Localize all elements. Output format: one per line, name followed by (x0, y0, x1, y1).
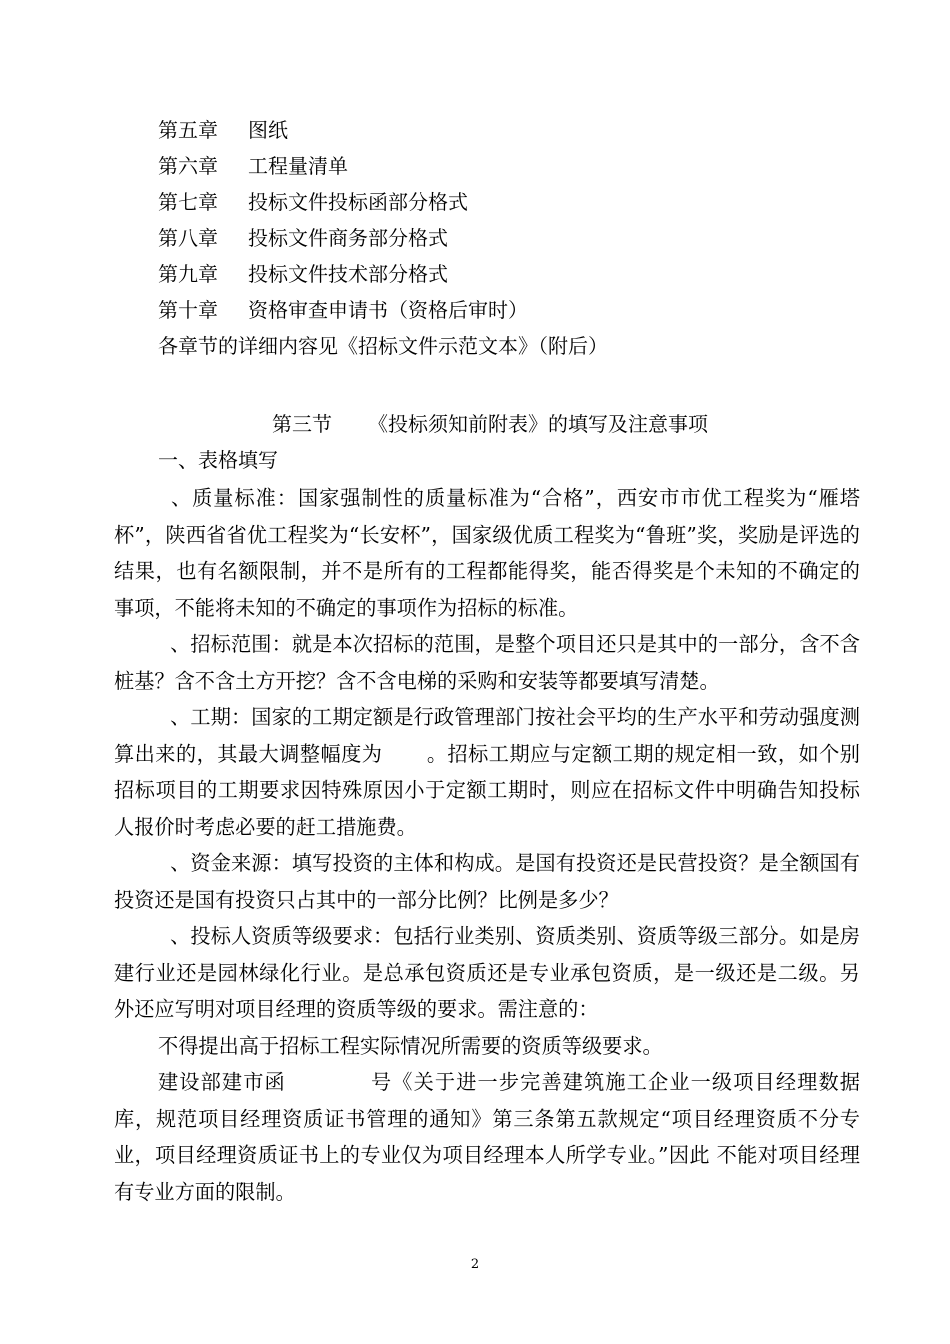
body-text (114, 480, 860, 1210)
paragraph-quality (114, 480, 860, 626)
chapter-title: 投标文件技术部分格式 (248, 262, 448, 286)
chapter-number: 第五章 (158, 118, 218, 142)
paragraph-text: 不得提出高于招标工程实际情况所需要的资质等级要求。 (158, 1033, 663, 1058)
page-number: 2 (470, 1257, 480, 1272)
subheading: 一、表格填写 (158, 448, 278, 472)
section-heading (272, 406, 708, 442)
section-label: 第三节 (272, 412, 332, 436)
paragraph-text: 号《关于进一步完善建筑施工企业一级项目经理数据库，规范项目经理资质证书管理的通知》第三条第五款规定“项目经理资质不分专业，项目经理资质证书上的专业仅为项目经理本人所学专业。”因此 不能对项目经理有专业方面的限制。 (114, 1070, 860, 1204)
section-title-text: 《投标须知前附表》的填写及注意事项 (368, 412, 708, 436)
paragraph-scope (114, 626, 860, 699)
paragraph-text: 、投标人资质等级要求：包括行业类别、资质类别、资质等级三部分。如是房建行业还是园林绿化行业。是总承包资质还是专业承包资质，是一级还是二级。另外还应写明对项目经理的资质等级的要求。需注意的： (114, 924, 860, 1021)
paragraph-text: 。招标工期应与定额工期的规定相一致，如个别招标项目的工期要求因特殊原因小于定额工期时，则应在招标文件中明确告知投标人报价时考虑必要的赶工措施费。 (114, 741, 860, 839)
paragraph-qualification (114, 918, 860, 1028)
chapter-note: 各章节的详细内容见《招标文件示范文本》（附后） (158, 334, 608, 358)
paragraph-text: 、资金来源：填写投资的主体和构成。是国有投资还是民营投资？是全额国有投资还是国有投资只占其中的一部分比例？比例是多少？ (114, 851, 860, 912)
chapter-title: 工程量清单 (248, 154, 348, 178)
chapter-item (158, 184, 858, 220)
chapter-item (158, 256, 858, 292)
chapter-number: 第九章 (158, 262, 218, 286)
chapter-item (158, 112, 858, 148)
chapter-item (158, 220, 858, 256)
chapter-title: 投标文件投标函部分格式 (248, 190, 468, 214)
paragraph-text: 、质量标准：国家强制性的质量标准为“合格”，西安市市优工程奖为“雁塔杯”，陕西省省优工程奖为“长安杯”，国家级优质工程奖为“鲁班”奖，奖励是评选的结果，也有名额限制，并不是所有的工程都能得奖，能否得奖是个未知的不确定的事项，不能将未知的不确定的事项作为招标的标准。 (114, 486, 860, 620)
paragraph-ministry (114, 1064, 860, 1210)
chapter-number: 第八章 (158, 226, 218, 250)
chapter-title: 投标文件商务部分格式 (248, 226, 448, 250)
paragraph-funding (114, 845, 860, 918)
chapter-number: 第六章 (158, 154, 218, 178)
chapter-item (158, 292, 858, 328)
chapter-title: 图纸 (248, 118, 288, 142)
chapter-number: 第七章 (158, 190, 218, 214)
paragraph-text: 、招标范围：就是本次招标的范围，是整个项目还只是其中的一部分，含不含桩基？含不含土方开挖？含不含电梯的采购和安装等都要填写清楚。 (114, 632, 860, 693)
chapter-list (158, 112, 858, 364)
paragraph-no-higher (114, 1028, 860, 1065)
chapter-item (158, 148, 858, 184)
chapter-title: 资格审查申请书（资格后审时） (248, 298, 528, 322)
chapter-number: 第十章 (158, 298, 218, 322)
paragraph-period (114, 699, 860, 845)
paragraph-text: 、工期：国家的工期定额是行政管理部门按社会平均的生产水平和劳动强度测算出来的，其最大调整幅度为 (114, 705, 860, 766)
paragraph-text: 建设部建市函 (158, 1070, 286, 1094)
